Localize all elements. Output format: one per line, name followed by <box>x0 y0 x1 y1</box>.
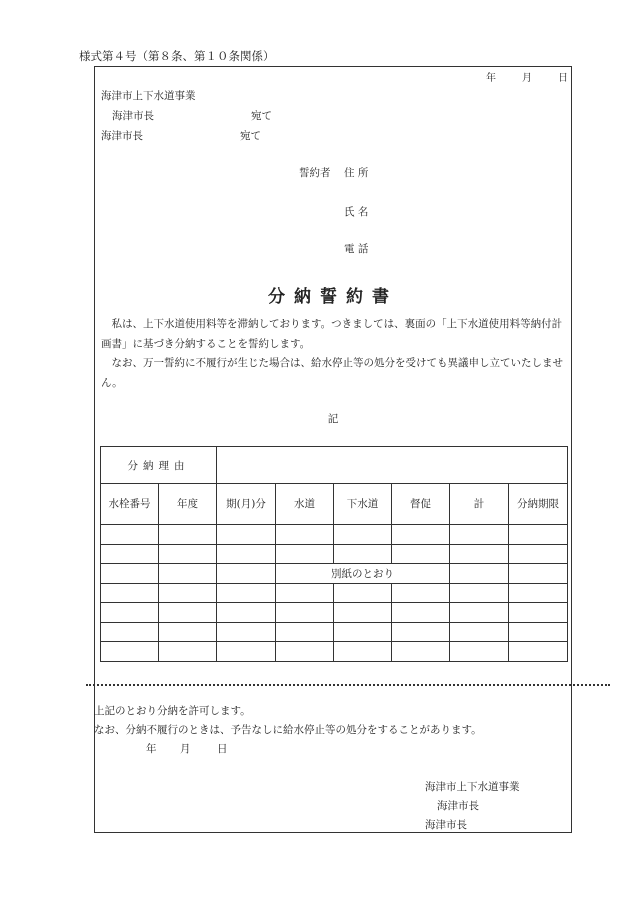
pledge-paragraph-1: 私は、上下水道使用料等を滞納しております。つきましては、裏面の「上下水道使用料等納付計画書」に基づき分納することを誓約します。 <box>101 318 563 350</box>
header-due-date: 分納期限 <box>509 484 568 525</box>
pledger-phone-label: 電 話 <box>344 243 369 255</box>
installment-table <box>100 446 568 662</box>
table-row <box>101 642 568 662</box>
addressee-organization: 海津市上下水道事業 <box>101 90 196 102</box>
table-row <box>101 544 568 564</box>
signature-organization: 海津市上下水道事業 <box>425 781 520 793</box>
table-row <box>101 564 568 584</box>
date-header <box>486 69 568 84</box>
addressee-suffix-2: 宛て <box>240 130 261 142</box>
approval-date-day: 日 <box>217 743 228 755</box>
approval-line-1: 上記のとおり分納を許可します。 <box>94 705 251 717</box>
table-row <box>101 525 568 545</box>
date-year-label: 年 <box>486 73 496 84</box>
table-row <box>101 583 568 603</box>
header-total: 計 <box>450 484 509 525</box>
addressee-mayor-1: 海津市長 <box>112 110 154 122</box>
see-attachment-note: 別紙のとおり <box>276 564 450 584</box>
approval-line-2: なお、分納不履行のときは、予告なしに給水停止等の処分をすることがあります。 <box>94 724 482 736</box>
approval-date-year: 年 <box>146 743 157 755</box>
reason-label: 分納理由 <box>101 447 217 484</box>
pledger-prefix: 誓約者 <box>299 167 331 179</box>
table-row <box>101 603 568 623</box>
pledge-paragraph-2: なお、万一誓約に不履行が生じた場合は、給水停止等の処分を受けても異議申し立ていたしません。 <box>101 357 563 389</box>
approval-date-month: 月 <box>180 743 191 755</box>
document-title: 分納誓約書 <box>268 287 398 307</box>
pledger-name-label: 氏 名 <box>344 206 369 218</box>
table-row <box>101 622 568 642</box>
date-day-label: 日 <box>558 73 568 84</box>
addressee-suffix-1: 宛て <box>251 110 272 122</box>
ki-heading: 記 <box>327 413 339 425</box>
pledger-address-label: 住 所 <box>344 167 369 179</box>
cut-line <box>86 684 610 686</box>
signature-mayor-1: 海津市長 <box>437 800 479 812</box>
addressee-mayor-2: 海津市長 <box>101 130 143 142</box>
form-label: 様式第４号（第８条、第１０条関係） <box>79 49 275 63</box>
header-meter-number: 水栓番号 <box>101 484 159 525</box>
date-month-label: 月 <box>522 73 532 84</box>
header-reminder: 督促 <box>392 484 450 525</box>
header-period: 期(月)分 <box>217 484 276 525</box>
reason-input-cell[interactable] <box>217 447 568 484</box>
header-fiscal-year: 年度 <box>159 484 217 525</box>
header-water: 水道 <box>276 484 334 525</box>
header-sewer: 下水道 <box>334 484 392 525</box>
signature-mayor-2: 海津市長 <box>425 819 467 831</box>
